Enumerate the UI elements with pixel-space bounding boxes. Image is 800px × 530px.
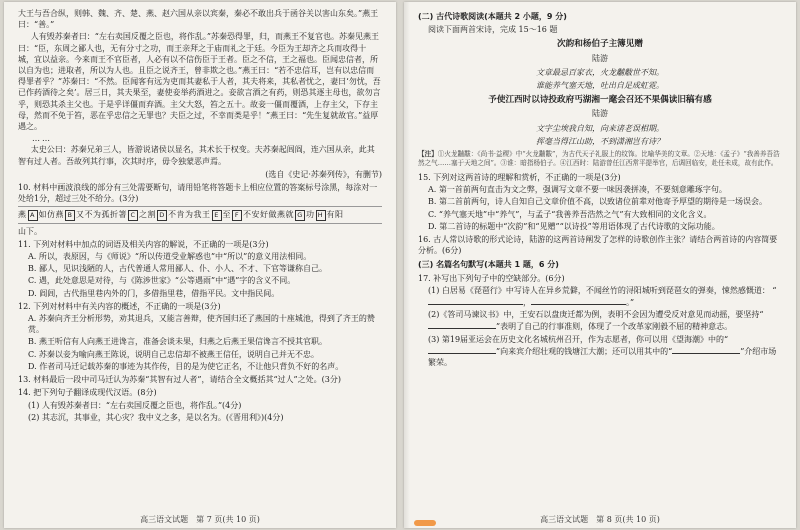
boxrow-text: 有阳 [326, 210, 344, 220]
exam-page-right [404, 2, 796, 528]
ellipsis: …… [32, 134, 52, 144]
question-11: 11. 下列对材料中加点的词语及相关内容的解说，不正确的一项是(3分) [18, 239, 269, 249]
poem-1-line: 谁能养气塞天地，吐出自足成虹霓。 [536, 81, 664, 91]
fill-blank[interactable] [428, 345, 496, 354]
passage-paragraph: 人有毁苏秦者曰：“左右卖国反覆之臣也，将作乱。”苏秦恐得罪，归，而燕王不复官也。苏秦见燕王曰：“臣，东周之鄙人也，无有分寸之功，而王亲拜之于庙而礼之于廷。今臣为王却齐之兵而攻得十城，宜以益亲。今来而王不官臣者，人必有以不信伤臣于王者。臣之不信，王之福也。臣闻忠信者，所以自为也；进取者，所以为人也。且臣之说齐王，曾非欺之也。”燕王曰：“若不忠信耳，岂有以忠信而得罪者乎？”苏秦曰：“不然。臣闻客有远为吏而其妻私于人者，其夫将来，其私者忧之，妻曰‘勿忧，吾已作药酒待之矣’。居三日，其夫果至，妻使妾举药酒进之。妾欲言酒之有药，则恐其逐主母也，欲勿言乎，则恐其杀主父也。于是乎详僵而弃酒。主父大怒，笞之五十。故妾一僵而覆酒，上存主父，下存主母，然而不免于笞，恶在乎忠信之无罪也？夫臣之过，不幸而类是乎！”燕王曰：“先生复就故官。”益厚遇之。 [18, 32, 381, 132]
q17-2-open-quote: “ [759, 310, 764, 320]
poem-2-line: 挥毫当得江山助，不到潇湘岂有诗？ [536, 136, 664, 146]
q15-option-c[interactable]: C. “养气塞天地”中“养气”，与孟子“我善养吾浩然之气”有大致相同的文化含义。 [428, 209, 712, 219]
poem-2-line: 文字尘埃我自知，向来诸老误相期。 [536, 123, 664, 133]
q15-option-b[interactable]: B. 第二首前两句，诗人自知自己文章价值不高，以致诸位前辈对他寄予厚望的期待是一场误会。 [428, 197, 767, 207]
q11-option-c[interactable]: C. 遇，此处意思是对待，与《陈涉世家》“公等遇雨”中“遇”字的含义不同。 [28, 276, 296, 286]
q12-option-d[interactable]: D. 作者司马迁记载苏秦的事迹为其作传，目的是为使它正名，不让他只背负不好的名声。 [28, 361, 344, 371]
fill-blank[interactable] [531, 296, 626, 305]
boxrow-text: 至 [222, 210, 231, 220]
q17-item-3 [428, 334, 782, 369]
q12-option-a[interactable]: A. 苏秦向齐王分析形势，劝其退兵，又能言善辩，使齐国归还了燕国的十座城池，得到了齐王的赞赏。 [28, 314, 375, 335]
question-14: 14. 把下列句子翻译成现代汉语。(8分) [18, 388, 157, 398]
section-2-heading: (二) 古代诗歌阅读(本题共 2 小题，9 分) [418, 12, 567, 21]
boxrow-text: 如仿燕 [38, 210, 64, 220]
passage-line: 大王与吾合纵，则韩、魏、齐、楚、燕、赵六国从亲以宾秦，秦必不敢出兵于函谷关以害山东矣。”燕王曰：“善。” [18, 9, 379, 30]
q14-item-2: (2) 其志沉，其事业，其心灾？我中义之多，是以名为。(《晋用利》)(4分) [28, 412, 284, 422]
boxrow-tail: 山下。 [18, 226, 42, 236]
passage-paragraph-commentary: 太史公曰：苏秦兄弟三人，皆游说诸侯以显名，其术长于权变。夫苏秦起闾阎，连六国从亲，此其智有过人者。吾故列其行事，次其时序，毋令独蒙恶声焉。 [18, 145, 375, 166]
note-text: ①火龙黼黻：《尚书·益稷》中“火龙黼黻”，为古代天子礼服上的纹饰。比喻华美的文章。②天地：《孟子》“我善养吾浩然之气……塞于天地之间”。③谁：暗指杨伯子。④江西时：陆游曾任江西常平提举官，后调回临安，赴任未成，故有此作。 [418, 150, 780, 168]
question-13: 13. 材料最后一段中司马迁认为苏秦“其智有过人者”，请结合全文概括其“过人”之处。(3分) [18, 375, 341, 385]
q17-3-end: ”介绍市场繁荣。 [428, 346, 777, 368]
q17-1-prompt: (1) 白居易《琵琶行》中写诗人在异乡荒僻，不闻丝竹的浔阳城听到琵琶女的弹奏，悚然感慨道： [428, 285, 770, 295]
q17-3-prompt: (3) 第19届亚运会在历史文化名城杭州召开，作为志愿者，你可以用《望海潮》中的“ [428, 334, 729, 344]
poem-notes [418, 150, 782, 168]
question-16: 16. 古人常以诗歌的形式论诗，陆游的这两首诗阐发了怎样的诗歌创作主张？请结合两首诗的内容简要分析。(6分) [418, 235, 778, 256]
poem-1-title: 次韵和杨伯子主簿见赠 [557, 39, 643, 50]
break-box-g[interactable]: G [295, 210, 305, 221]
passage-source: (选自《史记·苏秦列传》，有删节) [265, 169, 382, 179]
q17-1-open-quote: “ [772, 285, 777, 295]
q11-option-b[interactable]: B. 鄙人，见识浅陋的人，古代普通人常用鄙人、仆、小人、不才、下官等谦称自己。 [28, 264, 327, 274]
q17-1-comma: ， [523, 298, 531, 308]
break-box-e[interactable]: E [212, 210, 222, 221]
break-box-f[interactable]: F [232, 210, 242, 221]
boxrow-text: 之割 [139, 210, 156, 220]
binding-shadow [404, 2, 410, 528]
fill-blank[interactable] [428, 296, 523, 305]
question-12: 12. 下列对材料中有关内容的概述，不正确的一项是(3分) [18, 301, 221, 311]
break-box-b[interactable]: B [65, 210, 75, 221]
q11-option-a[interactable]: A. 所以，表原因，与《师说》“所以传道受业解惑也”中“所以”的意义用法相同。 [28, 252, 312, 262]
page-footer-left: 高三语文试题 第 7 页(共 10 页) [140, 514, 260, 524]
q17-3-middle: ”向来宾介绍壮观的钱塘江大潮；还可以用其中的“ [496, 346, 673, 356]
sentence-break-row [18, 206, 382, 223]
note-label: 【注】 [418, 150, 438, 159]
section-3-heading: (三) 名篇名句默写(本题共 1 题，6 分) [418, 260, 559, 270]
boxrow-text: 功 [306, 210, 315, 220]
boxrow-text: 不安好做燕就 [243, 210, 294, 220]
q15-option-d[interactable]: D. 第二首诗的标题中“次韵”和“见赠”“以诗投”等用语体现了古代诗歌的文际功能。 [428, 221, 720, 231]
break-box-c[interactable]: C [128, 210, 138, 221]
q17-item-2 [428, 309, 782, 332]
boxrow-text: 不肯为我王 [168, 210, 211, 220]
q17-item-1 [428, 285, 782, 308]
break-box-h[interactable]: H [316, 210, 326, 221]
q17-2-prompt: (2)《答司马谏议书》中，王安石以盘庚迁都为例，表明不会因为遭受反对意见而动摇，要坚持 [428, 310, 760, 320]
break-box-d[interactable]: D [157, 210, 167, 221]
q12-option-c[interactable]: C. 苏秦以妾为喻向燕王陈说，说明自己忠信却不被燕王信任，说明自己并无不忠。 [28, 349, 319, 359]
question-17: 17. 补写出下列句子中的空缺部分。(6分) [418, 273, 565, 283]
page-footer-right: 高三语文试题 第 8 页(共 10 页) [540, 514, 660, 524]
boxrow-text: 燕 [18, 210, 27, 220]
poem-2-title: 予使江西时以诗投政府丐湖湘一麾会召还不果偶读旧稿有感 [488, 95, 712, 106]
poem-1-line: 文章最忌百家衣，火龙黼黻世不知。 [536, 67, 664, 77]
exam-page-left [4, 2, 396, 528]
q17-1-close: 。” [626, 298, 635, 308]
section-2-instructions: 阅读下面两首宋诗，完成 15～16 题 [428, 25, 558, 35]
q11-option-d[interactable]: D. 阎闾，古代指里巷内外的门，多借指里巷，借指平民。文中指民间。 [28, 288, 280, 298]
poem-1-author: 陆游 [592, 53, 608, 63]
q15-option-a[interactable]: A. 第一首前两句直击为文之弊，强调写文章不要一味因袭拼凑，不要刻意雕琢字句。 [428, 185, 727, 195]
poem-2-author: 陆游 [592, 109, 608, 119]
fill-blank[interactable] [428, 320, 496, 329]
question-15: 15. 下列对这两首诗的理解和赏析，不正确的一项是(3分) [418, 173, 621, 183]
break-box-a[interactable]: A [28, 210, 38, 221]
q14-item-1: (1) 人有毁苏秦者曰：“左右卖国反覆之臣也，将作乱。”(4分) [28, 400, 242, 410]
question-10: 10. 材料中画波浪线的部分有三处需要断句，请用铅笔将答题卡上相应位置的答案标号涂黑，每涂对一处给1分，超过三处不给分。(3分) [18, 183, 378, 204]
q12-option-b[interactable]: B. 燕王听信有人向燕王进谗言，准备会谈未果，归燕之后燕王果信谗言不授其官职。 [28, 337, 327, 347]
fill-blank[interactable] [672, 345, 740, 354]
boxrow-text: 又不为孤折箸 [76, 210, 127, 220]
q17-2-rest: ”表明了自己的行事准则，体现了一个改革家刚毅不屈的精神意志。 [496, 322, 733, 332]
